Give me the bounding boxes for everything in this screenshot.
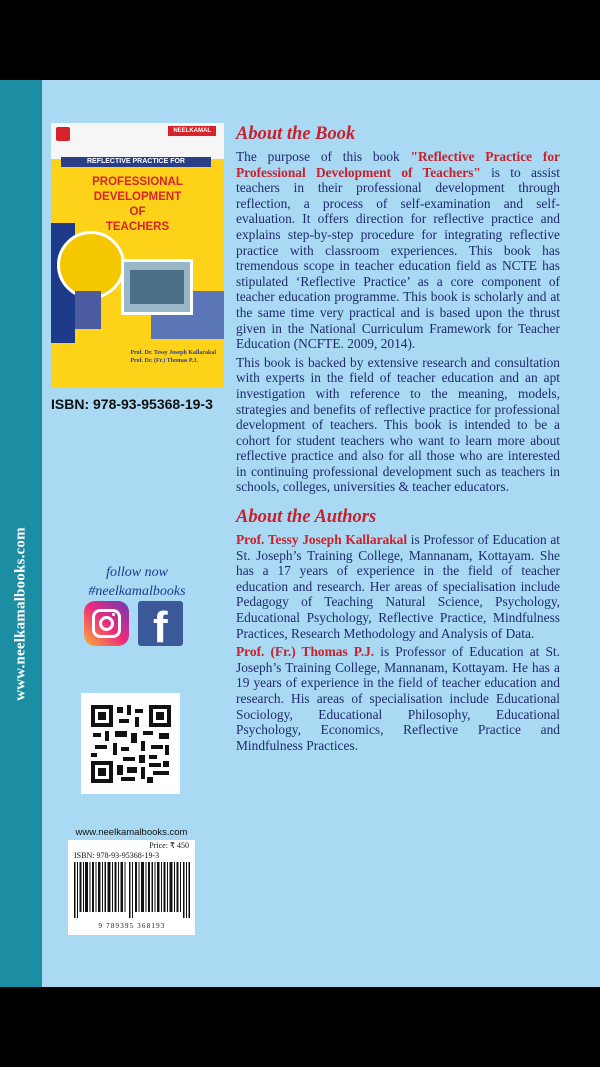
book-cover-thumbnail xyxy=(51,123,224,387)
book-title-highlight: "Reflective Practice for Professional Development of Teachers" xyxy=(236,149,561,180)
facebook-icon: f xyxy=(138,601,183,646)
about-book-paragraph-1: The purpose of this book "Reflective Practice for Professional Development of Teachers" is to assist teachers in their professional development through reflection, a process of self-examination and self-evaluation. It offers direction for reflective practice and explains step-by-step procedure for integrating reflective practice with classroom experiences. This book has tremendous scope in teacher education field as NCTE has stipulated ‘Reflective Practice’ as a core component of teacher education programme. This book is scholarly and at the same time very practical and is based upon the thrust given in the National Curriculum Framework for Teacher Education (NCFTE. 2009, 2014). xyxy=(236,149,561,352)
barcode-block xyxy=(68,827,195,935)
barcode-isbn: ISBN: 978-93-95368-19-3 xyxy=(74,851,160,860)
publisher-name: NEELKAMAL xyxy=(168,126,216,136)
barcode xyxy=(74,862,190,918)
author-2-bio: Prof. (Fr.) Thomas P.J. is Professor of Education at St. Joseph’s Training College, Mannanam, Kottayam. He has a 19 years of experience in the field of teacher education and research. His areas of specialisation include Educational Sociology, Educational Philosophy, Educational Psychology, Economics, Reflective Practice and Mindfulness Practices. xyxy=(236,644,560,753)
barcode-website: www.neelkamalbooks.com xyxy=(75,827,188,838)
barcode-digits: 9 789395 368193 xyxy=(98,922,166,930)
about-book-paragraph-2: This book is backed by extensive research and consultation with experts in the field of teacher education and an apt investigation with reference to the meaning, models, strategies and benefits of reflective practice for professional development of teachers. This book is intended to be a cohort for student teachers who want to learn more about reflective practice and also for all those who are interested in continuing professional development such as teachers in schools, colleges, universities & teacher educators. xyxy=(236,354,560,495)
author-2-name: Prof. (Fr.) Thomas P.J. xyxy=(236,644,375,660)
about-authors-heading: About the Authors xyxy=(236,507,377,528)
spine xyxy=(0,80,42,987)
instagram-icon xyxy=(84,601,129,646)
qr-code xyxy=(81,693,180,794)
price: Price: ₹ 450 xyxy=(149,841,189,850)
spine-website: www.neelkamalbooks.com xyxy=(12,527,29,701)
follow-text: follow now #neelkamalbooks xyxy=(88,565,186,599)
cover-authors: Prof. Dr. Tessy Joseph Kallarakal Prof. Dr. (Fr.) Thomas P.J. xyxy=(130,350,216,364)
cover-title: PROFESSIONAL DEVELOPMENT OF TEACHERS xyxy=(92,176,183,233)
cover-series: REFLECTIVE PRACTICE FOR xyxy=(61,157,211,167)
author-1-name: Prof. Tessy Joseph Kallarakal xyxy=(236,532,408,548)
lightbulb-illustration xyxy=(57,231,125,299)
text-column xyxy=(236,122,560,753)
isbn-label: ISBN: 978-93-95368-19-3 xyxy=(51,396,213,412)
author-1-bio: Prof. Tessy Joseph Kallarakal is Professor of Education at St. Joseph’s Training College, Mannanam, Kottayam. She has a 17 years of experience in the field of teacher education and research. Her areas of specialisation include Pedagogy of Teaching Natural Science, Psychology, Educational Psychology, Reflective Practice, Mindfulness Practices, Research Methodology and Analysis of Data. xyxy=(236,532,560,641)
publisher-logo-icon xyxy=(56,127,70,141)
about-book-heading: About the Book xyxy=(236,124,356,144)
classroom-photo xyxy=(121,259,193,315)
